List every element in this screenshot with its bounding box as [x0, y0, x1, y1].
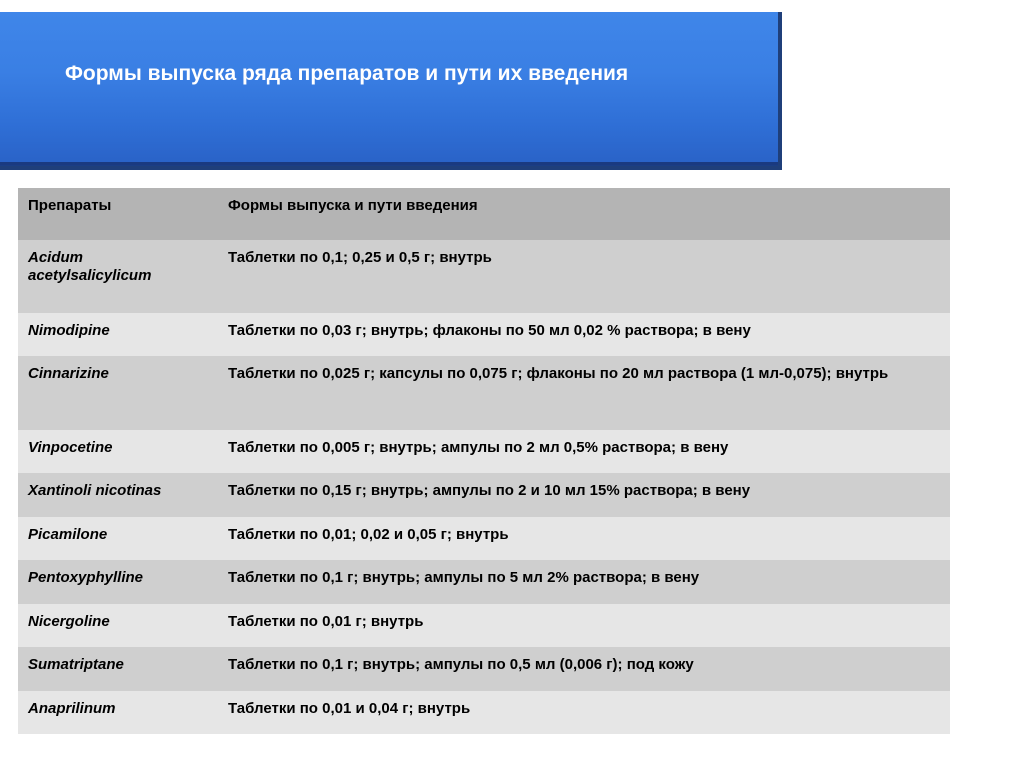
drug-name: Vinpocetine: [18, 430, 218, 473]
banner-underline: [0, 166, 782, 170]
drug-name: Pentoxyphylline: [18, 560, 218, 604]
drug-forms: Таблетки по 0,03 г; внутрь; флаконы по 50 мл 0,02 % раствора; в вену: [218, 313, 950, 356]
table-row: [18, 691, 950, 734]
drug-name: Acidum acetylsalicylicum: [18, 240, 218, 313]
title-banner: [0, 12, 778, 165]
table-header-row: [18, 188, 950, 240]
banner-edge: [778, 12, 782, 170]
table-row: [18, 313, 950, 356]
table-row: [18, 604, 950, 647]
drug-forms: Таблетки по 0,01 г; внутрь: [218, 604, 950, 647]
drug-name: Xantinoli nicotinas: [18, 473, 218, 517]
drug-forms: Таблетки по 0,1 г; внутрь; ампулы по 0,5 мл (0,006 г); под кожу: [218, 647, 950, 691]
drug-forms: Таблетки по 0,15 г; внутрь; ампулы по 2 и 10 мл 15% раствора; в вену: [218, 473, 950, 517]
table-row: [18, 517, 950, 560]
drug-name: Nicergoline: [18, 604, 218, 647]
drug-forms: Таблетки по 0,025 г; капсулы по 0,075 г; флаконы по 20 мл раствора (1 мл-0,075); внутрь: [218, 356, 950, 430]
drug-forms: Таблетки по 0,1; 0,25 и 0,5 г; внутрь: [218, 240, 950, 313]
page-title: Формы выпуска ряда препаратов и пути их введения: [65, 62, 629, 85]
drug-forms: Таблетки по 0,01; 0,02 и 0,05 г; внутрь: [218, 517, 950, 560]
column-header-drugs: Препараты: [18, 188, 218, 240]
table-row: [18, 560, 950, 604]
column-header-forms: Формы выпуска и пути введения: [218, 188, 950, 240]
drug-name: Anaprilinum: [18, 691, 218, 734]
drug-name: Cinnarizine: [18, 356, 218, 430]
drug-name: Sumatriptane: [18, 647, 218, 691]
drug-forms: Таблетки по 0,01 и 0,04 г; внутрь: [218, 691, 950, 734]
drug-name: Nimodipine: [18, 313, 218, 356]
drug-forms: Таблетки по 0,1 г; внутрь; ампулы по 5 мл 2% раствора; в вену: [218, 560, 950, 604]
drug-name: Picamilone: [18, 517, 218, 560]
drugs-table: [18, 188, 950, 734]
table-row: [18, 647, 950, 691]
drug-forms: Таблетки по 0,005 г; внутрь; ампулы по 2 мл 0,5% раствора; в вену: [218, 430, 950, 473]
table-row: [18, 473, 950, 517]
table-row: [18, 430, 950, 473]
table-row: [18, 240, 950, 313]
table-row: [18, 356, 950, 430]
